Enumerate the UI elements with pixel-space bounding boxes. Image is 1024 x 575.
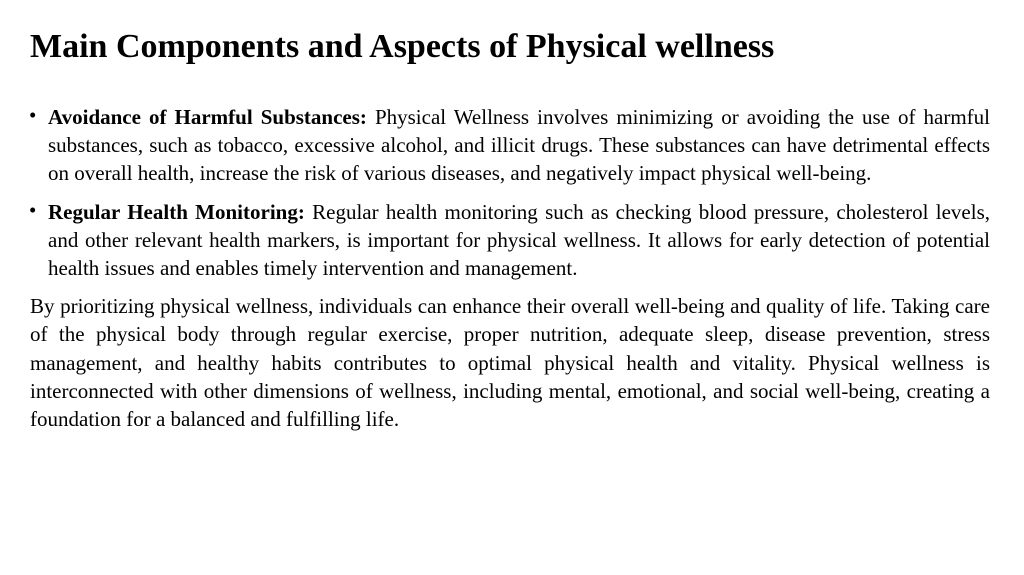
bullet-item-harmful-substances [30, 103, 990, 188]
bullet-icon: • [29, 103, 37, 127]
slide-content [30, 103, 990, 433]
bullet-text: Regular health monitoring such as checking blood pressure, cholesterol levels, and other relevant health markers, is important for physical wellness. It allows for early detection of potential health issues and enables timely intervention and management. [48, 199, 991, 281]
bullet-text: Physical Wellness involves minimizing or avoiding the use of harmful substances, such as tobacco, excessive alcohol, and illicit drugs. These substances can have detrimental effects on overall health, increase the risk of various diseases, and negatively impact physical well-being. [48, 105, 990, 186]
slide-title: Main Components and Aspects of Physical wellness [30, 28, 775, 65]
bullet-list [30, 103, 990, 282]
summary-paragraph: By prioritizing physical wellness, individuals can enhance their overall well-being and quality of life. Taking care of the physical body through regular exercise, proper nutrition, adequate sleep, disease prevention, stress management, and healthy habits contributes to optimal physical health and vitality. Physical wellness is interconnected with other dimensions of wellness, including mental, emotional, and social well-being, creating a foundation for a balanced and fulfilling life. [30, 294, 990, 432]
bullet-icon: • [29, 197, 37, 222]
bullet-item-health-monitoring [30, 198, 990, 283]
bullet-label: Regular Health Monitoring: [48, 199, 305, 224]
bullet-label: Avoidance of Harmful Substances: [48, 105, 367, 129]
